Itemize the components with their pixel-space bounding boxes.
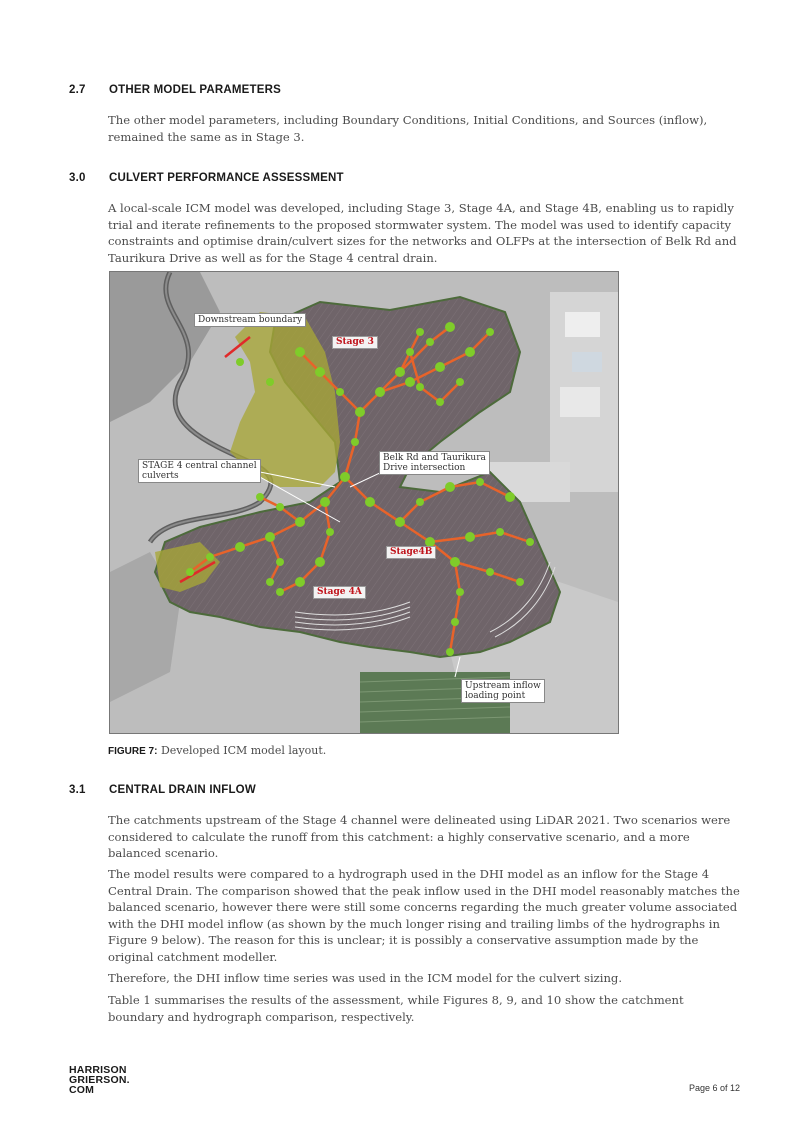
icm-model-layout-map — [109, 271, 619, 734]
label-line: Belk Rd and Taurikura — [383, 453, 486, 463]
section-number: 3.1 — [69, 784, 86, 796]
label-stage-4a: Stage 4A — [313, 586, 366, 599]
building — [560, 387, 600, 417]
caption-label: FIGURE 7: — [108, 746, 158, 757]
company-logo — [69, 1065, 130, 1095]
label-stage-4b: Stage4B — [386, 546, 436, 559]
paragraph: The model results were compared to a hydrograph used in the DHI model as an inflow for the Stage 4 Central Drain. The comparison showed that the peak inflow used in the DHI model reasonably matches the balanced scenario, however there were still some concerns regarding the much greater volume associated with the DHI model inflow (as shown by the much longer rising and trailing limbs of the hydrographs in Figure 9 below). The reason for this is unclear; it is possibly a conservative assumption made by the original catchment modeller. — [108, 867, 740, 964]
paragraph: The catchments upstream of the Stage 4 channel were delineated using LiDAR 2021. Two scenarios were considered to calculate the runoff from this catchment: a highly conservative scenario, and a more balanced scenario. — [108, 813, 731, 861]
paragraph: A local-scale ICM model was developed, including Stage 3, Stage 4A, and Stage 4B, enabling us to rapidly trial and iterate refinements to the proposed stormwater system. The model was used to identify capacity constraints and optimise drain/culvert sizes for the networks and OLFPs at the intersection of Belk Rd and Taurikura Drive as well as for the Stage 4 central drain. — [108, 201, 737, 265]
label-upstream-inflow — [461, 679, 545, 703]
paragraph: Table 1 summarises the results of the assessment, while Figures 8, 9, and 10 show the catchment boundary and hydrograph comparison, respectively. — [108, 993, 684, 1024]
section-title: CENTRAL DRAIN INFLOW — [109, 784, 256, 796]
paragraph: The other model parameters, including Boundary Conditions, Initial Conditions, and Sources (inflow), remained the same as in Stage 3. — [108, 113, 708, 144]
section-heading-3-1 — [69, 784, 256, 796]
section-heading-3-0 — [69, 172, 344, 184]
label-line: loading point — [465, 691, 526, 701]
caption-text: Developed ICM model layout. — [157, 744, 327, 757]
page-number: Page 6 of 12 — [689, 1083, 741, 1093]
figure-caption — [108, 744, 326, 757]
section-number: 3.0 — [69, 172, 86, 184]
logo-line: HARRISON — [69, 1064, 127, 1076]
logo-line: COM — [69, 1084, 95, 1096]
label-stage-3: Stage 3 — [332, 336, 378, 349]
section-title: OTHER MODEL PARAMETERS — [109, 84, 282, 96]
label-central-channel-culverts — [138, 459, 261, 483]
label-line: culverts — [142, 471, 179, 481]
label-intersection — [379, 451, 490, 475]
section-number: 2.7 — [69, 84, 86, 96]
section-title: CULVERT PERFORMANCE ASSESSMENT — [109, 172, 344, 184]
label-line: Drive intersection — [383, 463, 466, 473]
logo-line: GRIERSON. — [69, 1074, 130, 1086]
paragraph: Therefore, the DHI inflow time series was used in the ICM model for the culvert sizing. — [108, 971, 623, 985]
building — [565, 312, 600, 337]
section-heading-2-7 — [69, 84, 281, 96]
label-line: Upstream inflow — [465, 681, 541, 691]
label-downstream-boundary: Downstream boundary — [194, 313, 306, 327]
building — [572, 352, 602, 372]
label-line: STAGE 4 central channel — [142, 461, 257, 471]
